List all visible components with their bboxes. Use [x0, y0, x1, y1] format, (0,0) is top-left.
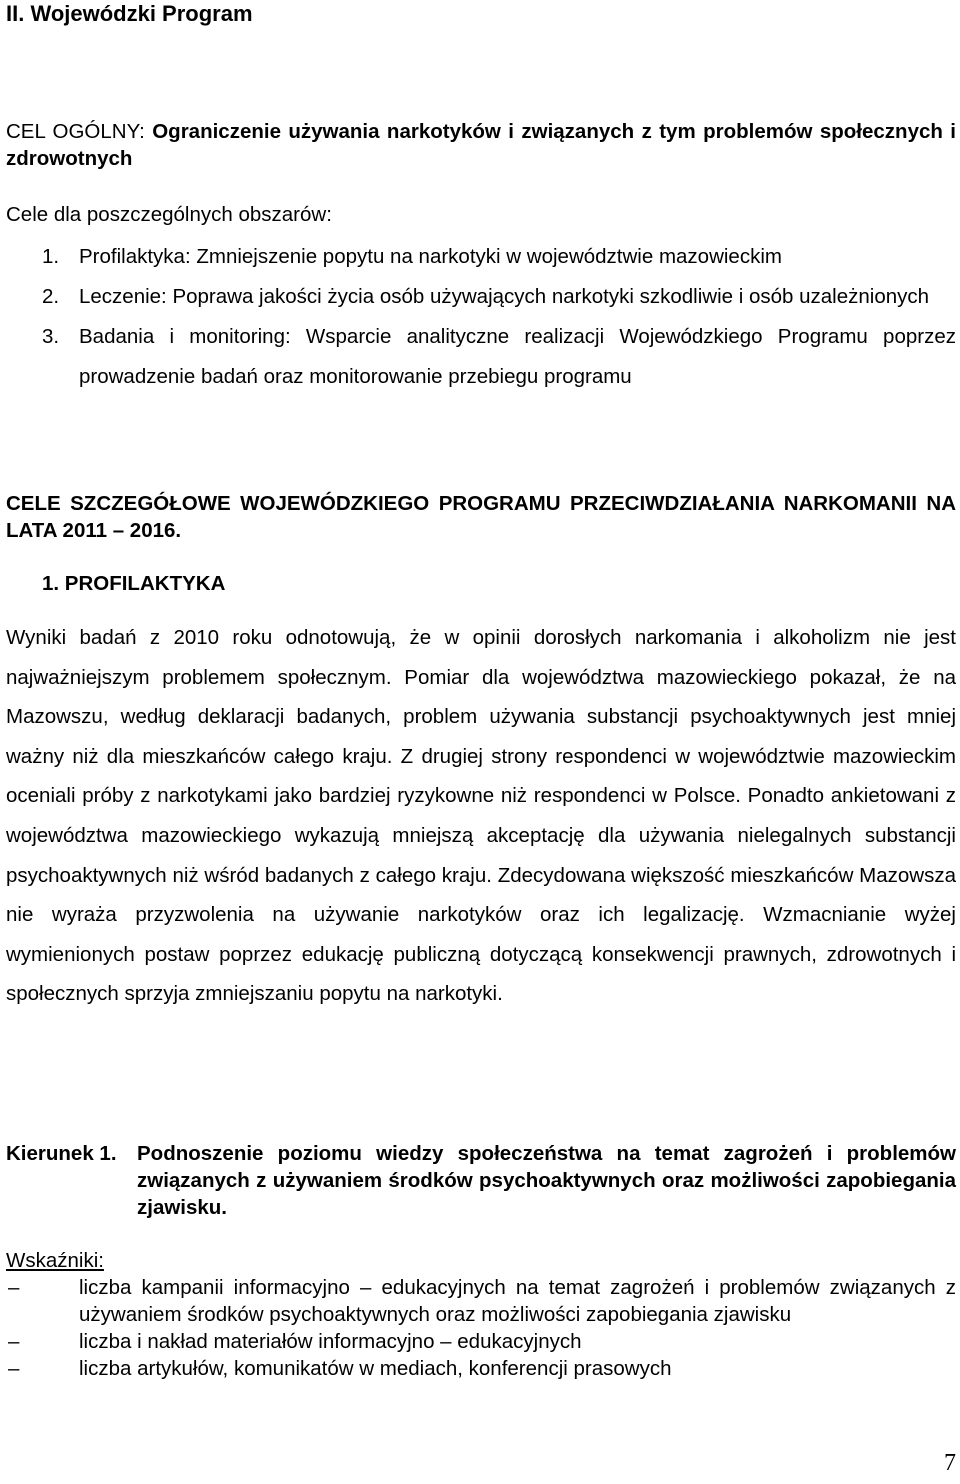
direction-text: Podnoszenie poziomu wiedzy społeczeństwa na temat zagrożeń i problemów związanych z używaniem środków psychoaktywnych oraz możliwości zapobiegania zjawisku. [137, 1142, 956, 1219]
areas-list [6, 237, 956, 397]
indicator-text: liczba i nakład materiałów informacyjno – edukacyjnych [79, 1330, 582, 1353]
general-goal [6, 118, 956, 172]
page-number: 7 [944, 1450, 956, 1476]
indicator-text: liczba kampanii informacyjno – edukacyjnych na temat zagrożeń i problemów związanych z używaniem środków psychoaktywnych oraz możliwości zapobiegania zjawisku [79, 1276, 956, 1326]
section-1-heading: 1. PROFILAKTYKA [42, 572, 226, 595]
dash-bullet: – [8, 1330, 20, 1353]
indicators-label: Wskaźniki: [6, 1249, 104, 1272]
area-number: 2. [42, 285, 60, 308]
section-1-paragraph: Wyniki badań z 2010 roku odnotowują, że w opinii dorosłych narkomania i alkoholizm nie jest najważniejszym problemem społecznym. Pomiar dla województwa mazowieckiego pokazał, że na Mazowszu, według deklaracji badanych, problem używania substancji psychoaktywnych jest mniej ważny niż dla mieszkańców całego kraju. Z drugiej strony respondenci w województwie mazowieckim oceniali próby z narkotykami jako bardziej ryzykowne niż respondenci w Polsce. Ponadto ankietowani z województwa mazowieckiego wykazują mniejszą akceptację dla używania nielegalnych substancji psychoaktywnych niż wśród badanych z całego kraju. Zdecydowana większość mieszkańców Mazowsza nie wyraża przyzwolenia na używanie narkotyków oraz ich legalizację. Wzmacnianie wyżej wymienionych postaw poprzez edukację publiczną dotyczącą konsekwencji prawnych, zdrowotnych i społecznych sprzyja zmniejszaniu popytu na narkotyki. [6, 626, 956, 1006]
direction-label: Kierunek 1. [6, 1142, 117, 1165]
document-page [6, 0, 956, 1484]
area-item [6, 277, 956, 317]
indicator-item [6, 1274, 956, 1328]
indicator-item [6, 1355, 956, 1382]
indicator-text: liczba artykułów, komunikatów w mediach, konferencji prasowych [79, 1357, 672, 1380]
area-number: 1. [42, 245, 60, 268]
indicators-list [6, 1274, 956, 1382]
general-goal-text: Ograniczenie używania narkotyków i związanych z tym problemów społecznych i zdrowotnych [6, 120, 956, 170]
area-text: Profilaktyka: Zmniejszenie popytu na narkotyki w województwie mazowieckim [79, 245, 782, 268]
general-goal-label: CEL OGÓLNY: [6, 120, 145, 143]
section-title: II. Wojewódzki Program [6, 1, 253, 26]
dash-bullet: – [8, 1276, 20, 1299]
area-text: Leczenie: Poprawa jakości życia osób używających narkotyki szkodliwie i osób uzależnionych [79, 285, 930, 308]
specific-goals-heading: CELE SZCZEGÓŁOWE WOJEWÓDZKIEGO PROGRAMU PRZECIWDZIAŁANIA NARKOMANII NA LATA 2011 – 2016. [6, 492, 956, 542]
area-item [6, 237, 956, 277]
dash-bullet: – [8, 1357, 20, 1380]
area-item [6, 317, 956, 397]
area-text: Badania i monitoring: Wsparcie analityczne realizacji Wojewódzkiego Programu poprzez prowadzenie badań oraz monitorowanie przebiegu programu [79, 325, 956, 388]
indicator-item [6, 1328, 956, 1355]
area-number: 3. [42, 325, 60, 348]
areas-intro: Cele dla poszczególnych obszarów: [6, 203, 332, 226]
